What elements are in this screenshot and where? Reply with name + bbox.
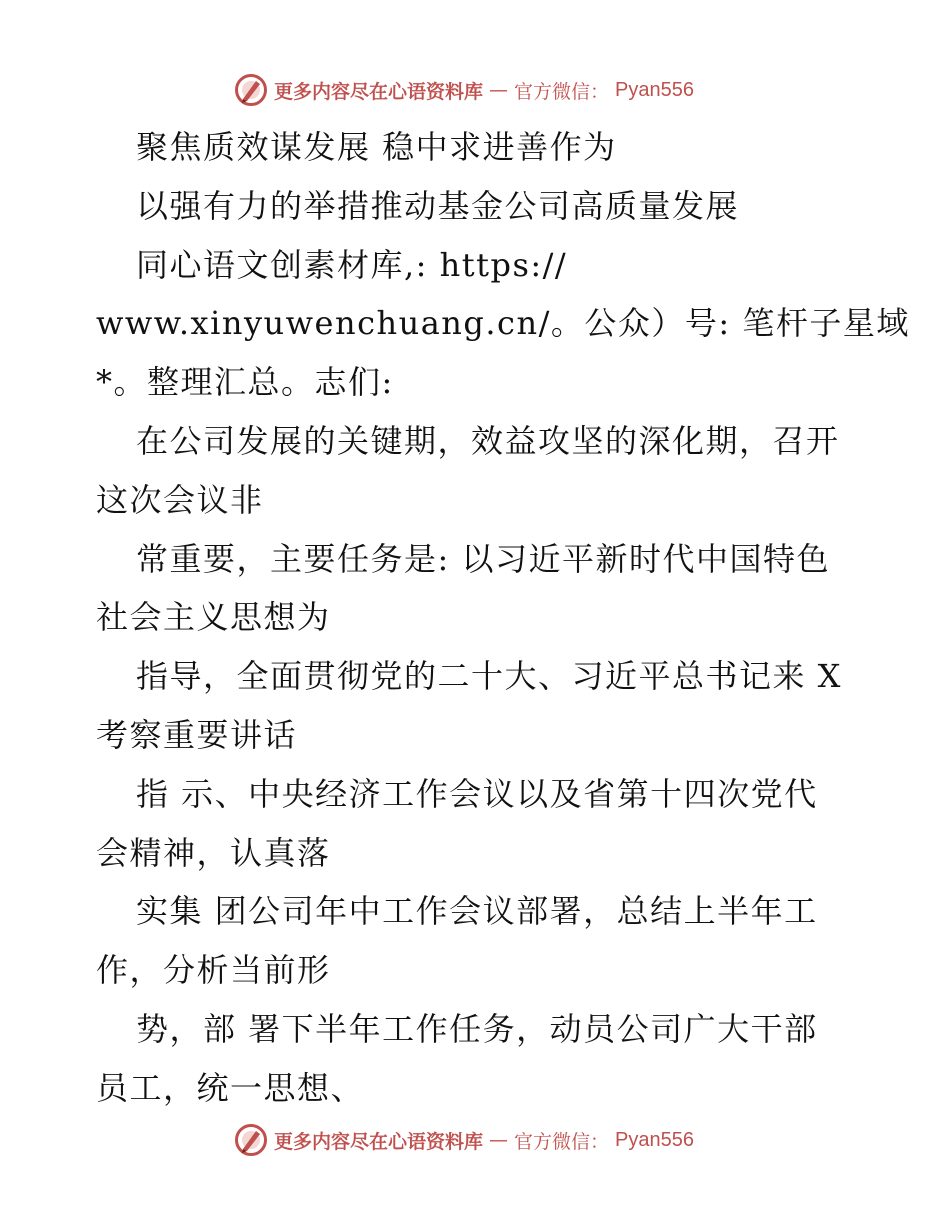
title-line-1: 聚焦质效谋发展 稳中求进善作为	[136, 128, 617, 166]
banner-main-text: 更多内容尽在心语资料库	[274, 1130, 484, 1153]
text-line: 实集 团公司年中工作会议部署，总结上半年工	[136, 892, 818, 931]
text-line: 这次会议非	[96, 480, 264, 519]
text-line: 在公司发展的关键期，效益攻坚的深化期，召开	[136, 421, 840, 460]
text-line: 指 示、中央经济工作会议以及省第十四次党代	[136, 774, 818, 813]
text-line: 考察重要讲话	[96, 715, 298, 754]
text-line: *。整理汇总。志们:	[96, 363, 394, 402]
text-line: 势，部 署下半年工作任务，动员公司广大干部	[136, 1009, 818, 1048]
banner-wechat-label: 官方微信：	[514, 1130, 610, 1153]
document-body	[96, 118, 910, 1118]
banner-wechat-label: 官方微信：	[514, 80, 610, 103]
text-line: 指导，全面贯彻党的二十大、习近平总书记来 X	[136, 657, 842, 696]
header-banner	[234, 72, 714, 108]
text-line: 常重要，主要任务是: 以习近平新时代中国特色	[136, 539, 830, 578]
banner-separator: —	[489, 79, 509, 101]
text-line: www.xinyuwenchuang.cn/。公众）号: 笔杆子星域	[96, 304, 910, 343]
pen-logo-icon	[234, 73, 268, 107]
footer-banner	[234, 1122, 714, 1158]
text-line: 会精神，认真落	[96, 833, 331, 872]
text-line: 员工，统一思想、	[96, 1068, 365, 1107]
text-line: 社会主义思想为	[96, 598, 331, 637]
title-line-2: 以强有力的举措推动基金公司高质量发展	[136, 186, 740, 225]
banner-wechat-id: Pyan556	[615, 78, 694, 101]
banner-wechat-id: Pyan556	[615, 1128, 694, 1151]
banner-main-text: 更多内容尽在心语资料库	[274, 80, 484, 103]
text-line: 作，分析当前形	[96, 951, 331, 990]
text-line: 同心语文创素材库,: https://	[136, 245, 568, 284]
pen-logo-icon	[234, 1123, 268, 1157]
banner-separator: —	[489, 1129, 509, 1151]
